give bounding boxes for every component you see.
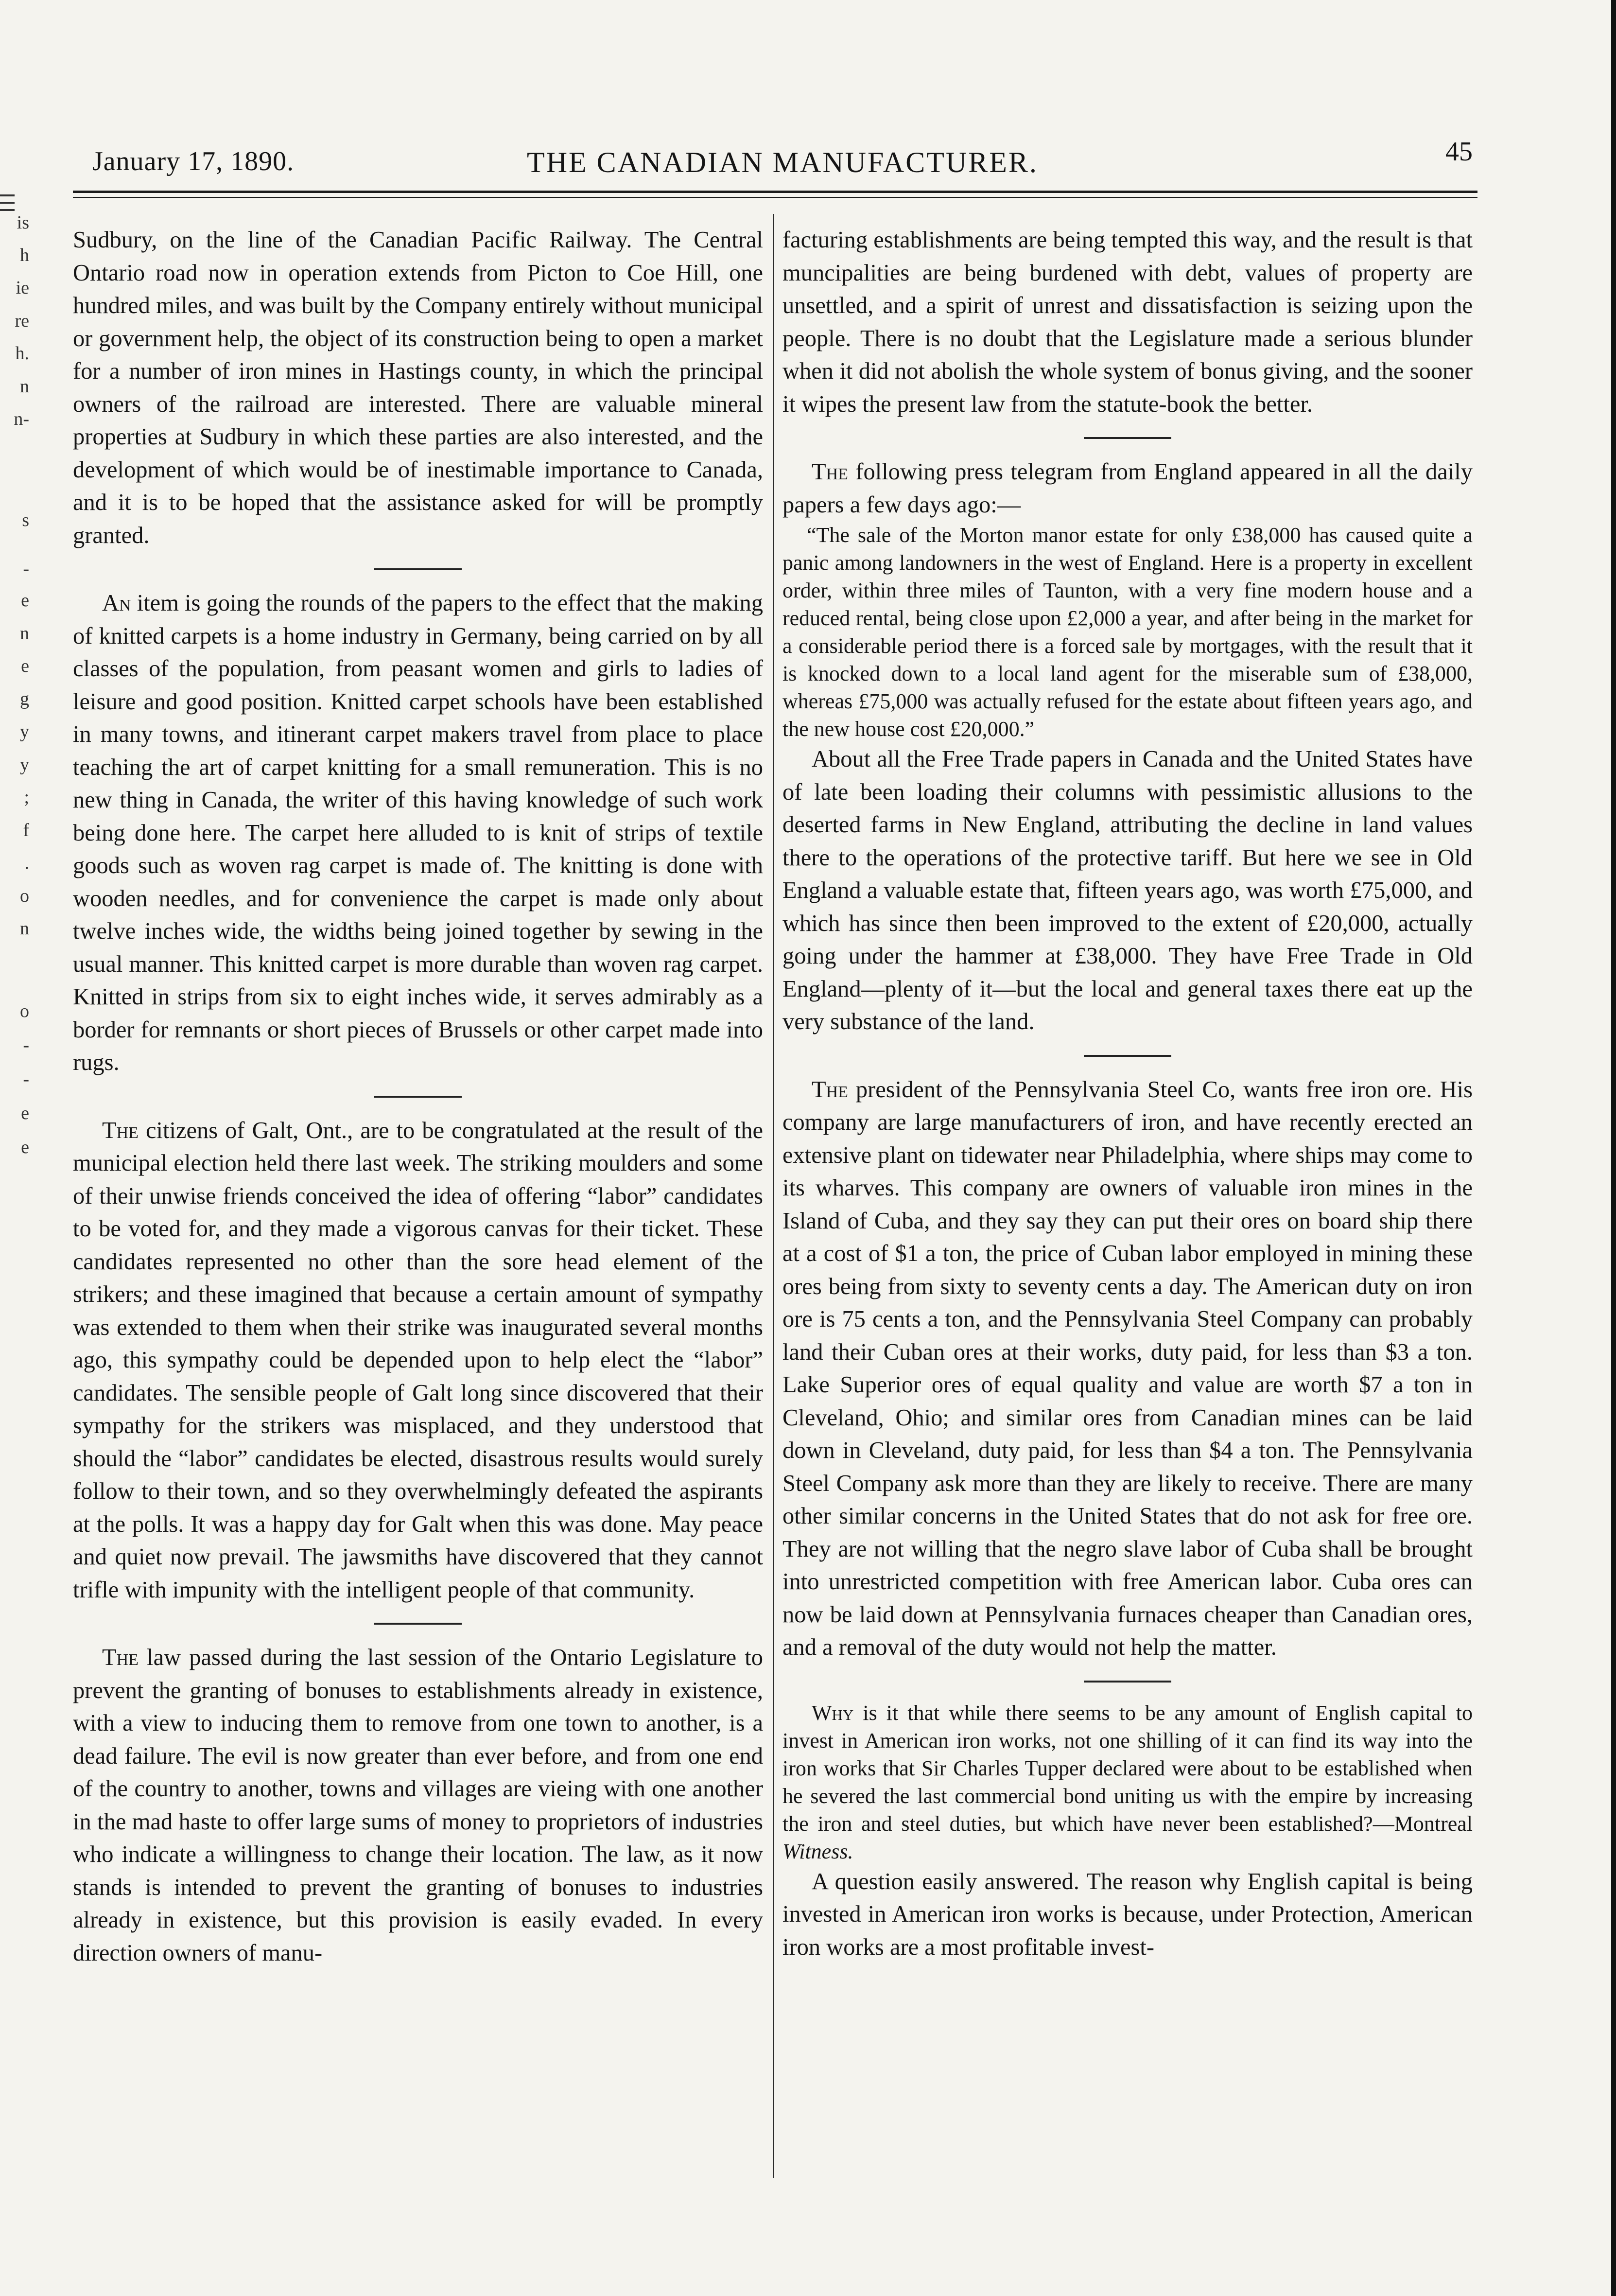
margin-fragment: h bbox=[20, 245, 29, 265]
lead-word: An bbox=[102, 590, 131, 616]
margin-fragment: re bbox=[15, 311, 29, 331]
margin-rule bbox=[0, 202, 15, 204]
lead-word: The bbox=[812, 459, 848, 485]
margin-fragment: s bbox=[22, 510, 29, 530]
quoted-telegram: “The sale of the Morton manor estate for only £38,000 has caused quite a panic among landowners in the west of England. Here is a property in excellent order, within three miles of Taunton, with a very fine modern house and a reduced rental, being close upon £2,000 a year, and after being in the market for a considerable period there is a forced sale by mortgages, with the result that it is knocked down to a local land agent for the miserable sum of £38,000, whereas £75,000 was actually refused for the estate about fifteen years ago, and the new house cost £20,000.” bbox=[782, 523, 1473, 741]
article-paragraph bbox=[73, 1114, 763, 1607]
paragraph-text: following press telegram from England appeared in all the daily papers a few days ago:— bbox=[782, 459, 1473, 518]
publication-title: THE CANADIAN MANUFACTURER. bbox=[527, 146, 1038, 178]
margin-fragment: e bbox=[21, 1103, 29, 1123]
source-attribution: Witness. bbox=[782, 1839, 853, 1863]
lead-word: The bbox=[102, 1645, 139, 1670]
article-paragraph bbox=[782, 1699, 1473, 1865]
margin-fragment: n bbox=[20, 918, 29, 939]
margin-rule bbox=[0, 194, 15, 196]
margin-fragments bbox=[0, 0, 44, 2296]
margin-fragment: e bbox=[21, 590, 29, 611]
page-number: 45 bbox=[1445, 137, 1473, 167]
lead-word: Why bbox=[812, 1700, 854, 1725]
margin-fragment: h. bbox=[15, 343, 29, 364]
article-paragraph: A question easily answered. The reason why English capital is being invested in American iron works is because, under Protection, American iron works are a most profitable invest- bbox=[782, 1868, 1473, 1960]
article-paragraph: About all the Free Trade papers in Canada and the United States have of late been loading their columns with pessimistic allusions to the deserted farms in New England, attributing the decline in land values there to the operations of the protective tariff. But here we see in Old England a valuable estate that, fifteen years ago, was worth £75,000, and which has since then been improved to the extent of £20,000, actually going under the hammer at £38,000. They have Free Trade in Old England—plenty of it—but the local and general taxes there eat up the very substance of the land. bbox=[782, 746, 1473, 1034]
margin-fragment: ; bbox=[24, 787, 29, 807]
article-paragraph bbox=[782, 456, 1473, 521]
margin-fragment: y bbox=[20, 721, 29, 742]
left-column bbox=[73, 224, 763, 1969]
paragraph-text: citizens of Galt, Ont., are to be congratulated at the result of the municipal election held there last week. The striking moulders and some of their unwise friends conceived the idea of offering “labor” candidates to be voted for, and they made a vigorous canvas for their ticket. These candidates represented no other than the sore head element of the strikers; and these imagined that because a certain amount of sympathy was extended to them when their strike was inaugurated several months ago, this sympathy could be depended upon to help elect the “labor” candidates. The sensible people of Galt long since discovered that their sympathy for the strikers was misplaced, and they understood that should the “labor” candidates be elected, disastrous results would surely follow to their town, and so they overwhelmingly defeated the aspirants at the polls. It was a happy day for Galt when this was done. May peace and quiet now prevail. The jawsmiths have discovered that they cannot trifle with impunity with the intelligent people of that community. bbox=[73, 1117, 763, 1603]
margin-fragment: n- bbox=[14, 409, 29, 429]
article-separator bbox=[374, 1096, 462, 1098]
margin-fragment: n bbox=[20, 376, 29, 397]
paragraph-text: item is going the rounds of the papers to the effect that the making of knitted carpets is a home industry in Germany, being carried on by all classes of the population, from peasant women and girls to ladies of leisure and good position. Knitted carpet schools have been established in many towns, and itinerant carpet makers travel from place to place teaching the art of carpet knitting for a small remuneration. This is no new thing in Canada, the writer of this having knowledge of such work being done here. The carpet here alluded to is knit of strips of textile goods such as woven rag carpet is made of. The knitting is done with wooden needles, and for convenience the carpet is made only about twelve inches wide, the widths being joined together by sewing in the usual manner. This knitted carpet is more durable than woven rag carpet. Knitted in strips from six to eight inches wide, it serves admirably as a border for remnants or short pieces of Brussels or other carpet made into rugs. bbox=[73, 590, 763, 1075]
column-divider bbox=[773, 214, 774, 2178]
article-separator bbox=[1084, 437, 1171, 439]
article-separator bbox=[374, 568, 462, 570]
article-paragraph bbox=[782, 1073, 1473, 1664]
margin-fragment: f bbox=[23, 820, 29, 841]
right-column bbox=[782, 224, 1473, 1963]
margin-fragment: g bbox=[20, 689, 29, 709]
paragraph-text: is it that while there seems to be any amount of English capital to invest in American iron works, not one shilling of it can find its way into the iron works that Sir Charles Tupper declared were about to be established when he severed the last commercial bond uniting us with the empire by increasing the iron and steel duties, but which have never been established?—Montreal bbox=[782, 1700, 1473, 1836]
issue-date: January 17, 1890. bbox=[92, 146, 295, 176]
margin-fragment: n bbox=[20, 623, 29, 644]
margin-fragment: ie bbox=[16, 278, 29, 298]
margin-fragment: y bbox=[20, 754, 29, 775]
margin-fragment: o bbox=[20, 886, 29, 906]
paragraph-text: law passed during the last session of the Ontario Legislature to prevent the granting of bonuses to establishments already in existence, with a view to inducing them to remove from one town to another, is a dead failure. The evil is now greater than ever before, and from one end of the country to another, towns and villages are vieing with one another in the mad haste to offer large sums of money to proprietors of industries who indicate a willingness to change their location. The law, as it now stands is intended to prevent the granting of bonuses to industries already in existence, but this provision is easily evaded. In every direction owners of manu- bbox=[73, 1645, 763, 1966]
article-paragraph bbox=[73, 1641, 763, 1969]
page-edge bbox=[1611, 0, 1616, 2296]
margin-fragment: . bbox=[24, 853, 29, 873]
header-rule bbox=[73, 197, 1477, 198]
page-header bbox=[92, 137, 1473, 185]
article-separator bbox=[374, 1623, 462, 1625]
header-rule bbox=[73, 191, 1477, 193]
paragraph-text: president of the Pennsylvania Steel Co, wants free iron ore. His company are large manufacturers of iron, and have recently erected an extensive plant on tidewater near Philadelphia, where ships may come to its wharves. This company are owners of valuable iron mines in the Island of Cuba, and they say they can put their ores on board ship there at a cost of $1 a ton, the price of Cuban labor employed in mining these ores being from sixty to seventy cents a day. The American duty on iron ore is 75 cents a ton, and the Pennsylvania Steel Company can probably land their Cuban ores at their works, duty paid, for less than $3 a ton. Lake Superior ores of equal quality and value are worth $7 a ton in Cleveland, Ohio; and similar ores from Canadian mines can be laid down in Cleveland, duty paid, for less than $4 a ton. The Pennsylvania Steel Company ask more than they are likely to receive. There are many other similar concerns in the United States that do not ask for free ore. They are not willing that the negro slave labor of Cuba shall be brought into unrestricted competition with free American labor. Cuba ores can now be laid down at Pennsylvania furnaces cheaper than Canadian ores, and a removal of the duty would not help the matter. bbox=[782, 1076, 1473, 1660]
lead-word: The bbox=[102, 1117, 139, 1143]
margin-fragment: - bbox=[23, 1069, 29, 1089]
article-paragraph: Sudbury, on the line of the Canadian Pacific Railway. The Central Ontario road now in operation extends from Picton to Coe Hill, one hundred miles, and was built by the Company entirely without municipal or government help, the object of its construction being to open a market for a number of iron mines in Hastings county, in which the principal owners of the railroad are interested. There are valuable mineral properties at Sudbury in which these parties are also interested, and the development of which would be of inestimable importance to Canada, and it is to be hoped that the assistance asked for will be promptly granted. bbox=[73, 227, 763, 548]
margin-fragment: - bbox=[23, 1035, 29, 1055]
article-separator bbox=[1084, 1055, 1171, 1057]
margin-fragment: is bbox=[17, 212, 29, 233]
lead-word: The bbox=[812, 1076, 848, 1103]
margin-fragment: - bbox=[23, 559, 29, 579]
margin-fragment: o bbox=[20, 1001, 29, 1021]
margin-rule bbox=[0, 209, 15, 211]
article-paragraph: facturing establishments are being tempted this way, and the result is that muncipalities are being burdened with debt, values of property are unsettled, and a spirit of unrest and dissatisfaction is seizing upon the people. There is no doubt that the Legislature made a serious blunder when it did not abolish the whole system of bonus giving, and the sooner it wipes the present law from the statute-book the better. bbox=[782, 227, 1473, 417]
article-separator bbox=[1084, 1681, 1171, 1683]
article-paragraph bbox=[73, 587, 763, 1079]
margin-fragment: e bbox=[21, 656, 29, 676]
margin-fragment: e bbox=[21, 1137, 29, 1157]
